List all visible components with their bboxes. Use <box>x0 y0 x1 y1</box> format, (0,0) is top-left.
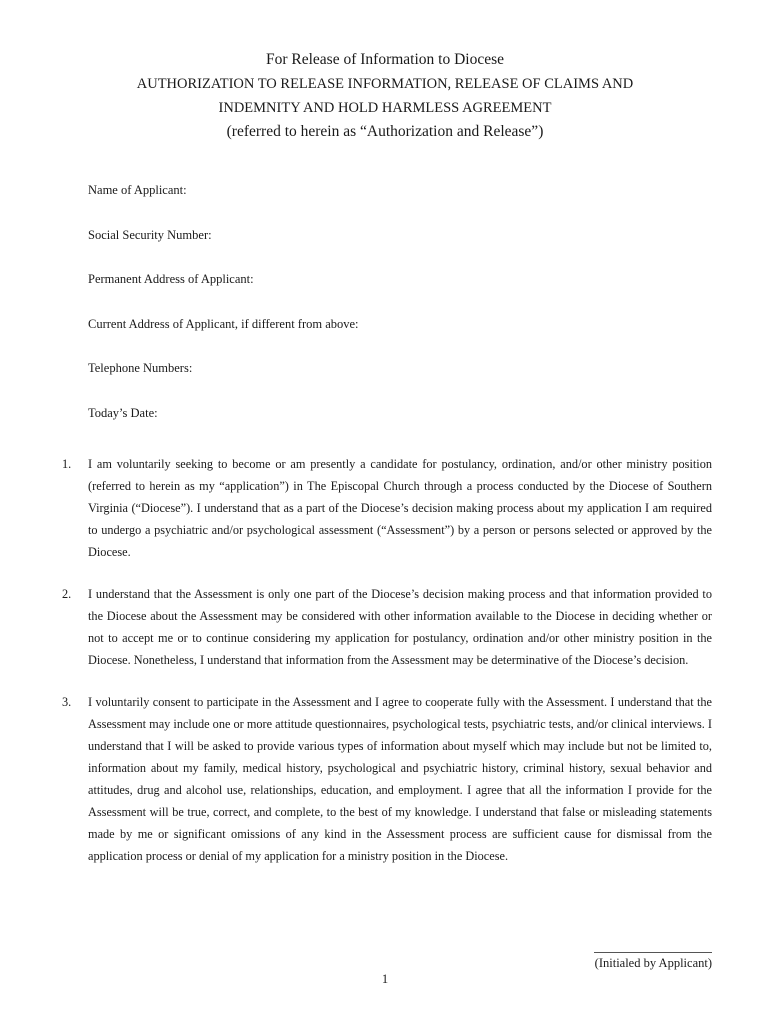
document-title-line-1: AUTHORIZATION TO RELEASE INFORMATION, RELEASE OF CLAIMS AND <box>136 76 634 92</box>
clause-number: 3. <box>62 695 72 709</box>
clause-text: I voluntarily consent to participate in the Assessment and I agree to cooperate fully with the Assessment. I understand that the Assessment may include one or more attitude questionnaires, psychological tests, psychiatric tests, and/or clinical interviews. I understand that I will be asked to provide various types of information about myself which may include but not be limited to, information about my family, medical history, psychological and psychiatric history, criminal history, sexual behavior and attitudes, drug and alcohol use, relationships, education, and employment. I agree that all the information I provide for the Assessment will be true, correct, and complete, to the best of my knowledge. I understand that false or misleading statements made by me or significant omissions of any kind in the Assessment process are sufficient cause for dismissal from the application process or denial of my application for a ministry position in the Diocese. <box>88 695 712 863</box>
initial-signature-line[interactable] <box>594 952 712 953</box>
numbered-clauses <box>62 453 712 887</box>
applicant-initial-block <box>594 952 712 971</box>
document-title-block <box>0 48 770 144</box>
initialed-by-applicant-label: (Initialed by Applicant) <box>594 956 712 970</box>
current-address-label: Current Address of Applicant, if different from above: <box>88 316 359 331</box>
applicant-name-label: Name of Applicant: <box>88 183 187 197</box>
clause-number: 1. <box>62 457 72 471</box>
document-subtitle: For Release of Information to Diocese <box>265 51 505 68</box>
clause-item <box>62 453 712 563</box>
todays-date-label: Today’s Date: <box>88 405 158 420</box>
clause-item <box>62 691 712 867</box>
document-title-line-2: INDEMNITY AND HOLD HARMLESS AGREEMENT <box>218 100 552 116</box>
page-number: 1 <box>381 972 389 986</box>
telephone-numbers-label: Telephone Numbers: <box>88 361 193 375</box>
permanent-address-label: Permanent Address of Applicant: <box>88 272 254 286</box>
ssn-label: Social Security Number: <box>88 227 212 242</box>
clause-number: 2. <box>62 587 72 601</box>
clause-text: I understand that the Assessment is only one part of the Diocese’s decision making process and that information provided to the Diocese about the Assessment may be considered with other information available to the Diocese in deciding whether or not to accept me or to continue considering my application for postulancy, ordination and/or other ministry position in the Diocese. Nonetheless, I understand that information from the Assessment may be determinative of the Diocese’s decision. <box>88 587 712 667</box>
clause-item <box>62 583 712 671</box>
applicant-fields <box>88 180 359 447</box>
clause-text: I am voluntarily seeking to become or am presently a candidate for postulancy, ordination, and/or other ministry position (referred to herein as my “application”) in The Episcopal Church through a process conducted by the Diocese of Southern Virginia (“Diocese”). I understand that as a part of the Diocese’s decision making process about my application I am required to undergo a psychiatric and/or psychological assessment (“Assessment”) by a person or persons selected or approved by the Diocese. <box>88 457 712 559</box>
document-title-note: (referred to herein as “Authorization and Release”) <box>226 123 544 140</box>
